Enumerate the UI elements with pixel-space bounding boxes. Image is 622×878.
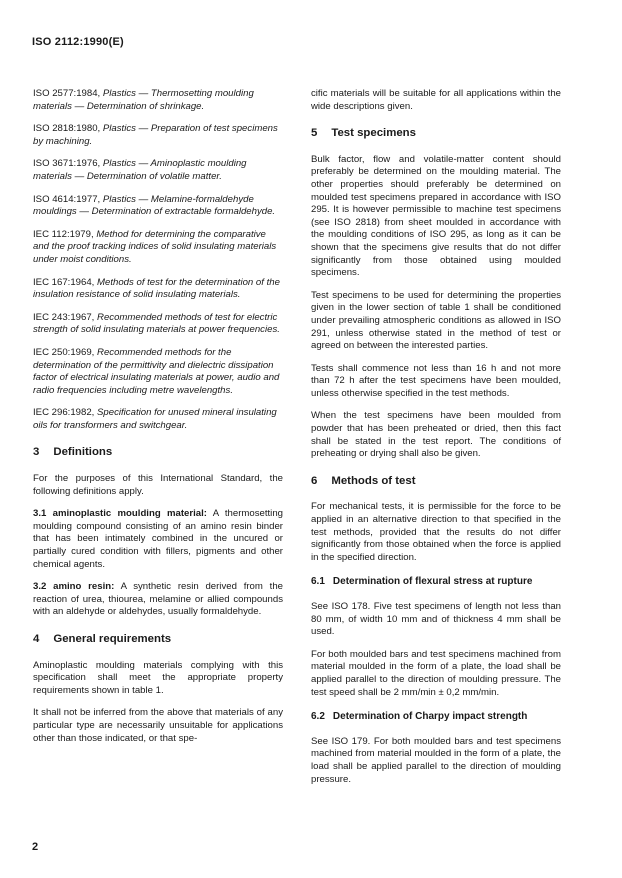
reference-title: Specification for unused mineral insulating oils for transformers and switchgear. [33,407,277,431]
reference-code: IEC 296:1982, [33,407,95,419]
definition-text: A thermosetting moulding compound consisting of an amino resin binder that has been intimately combined in the uncured or partially cured condition with fillers, pigments and other chemical agents. [33,508,283,570]
document-header: ISO 2112:1990(E) [32,36,124,48]
definition-term: 3.2 amino resin: [33,581,115,593]
reference-code: ISO 2577:1984, [33,88,101,99]
reference-code: ISO 3671:1976, [33,158,101,170]
reference-iec-250 [33,347,283,397]
section-number: 3 [33,446,40,459]
subsection-number: 6.2 [311,711,325,723]
reference-iec-296 [33,407,283,432]
right-column [311,88,561,796]
reference-iso-2577 [33,88,283,113]
reference-code: ISO 2818:1980, [33,123,101,135]
section-4-paragraph-2: It shall not be inferred from the above that materials of any particular type are necessarily unsuitable for applications other than those indicated, or that spe- [33,707,283,744]
subsection-6-1-paragraph-2: For both moulded bars and test specimens machined from material moulded in the form of a plate, the load shall be applied parallel to the direction of moulding pressure. The test speed shall be 2 mm/min ± 0,2 mm/min. [311,648,561,698]
left-column [33,88,283,755]
reference-iso-2818 [33,123,283,148]
definition-amino-resin [33,581,283,619]
reference-title: Methods of test for the determination of the insulation resistance of solid insulating materials. [33,276,280,301]
reference-title: Plastics — Aminoplastic moulding materials — Determination of volatile matter. [33,158,247,182]
reference-code: ISO 4614:1977, [33,193,101,205]
section-title: Methods of test [331,474,416,487]
reference-iec-243 [33,312,283,337]
subsection-6-2-paragraph-1: See ISO 179. For both moulded bars and test specimens machined from material moulded in the form of a plate, the load shall be applied parallel to the direction of moulding pressure. [311,735,561,785]
continuation-paragraph: cific materials will be suitable for all applications within the wide descriptions given. [311,88,561,112]
section-number: 4 [33,633,40,645]
reference-code: IEC 243:1967, [33,311,95,323]
reference-title: Plastics — Thermosetting moulding materials — Determination of shrinkage. [33,88,254,112]
section-4-heading [33,633,283,646]
section-5-paragraph-1: Bulk factor, flow and volatile-matter content should preferably be determined on the moulding material. The other properties should preferably be determined on moulded test specimens prepared in accordance with ISO 295. It is however permissible to machine test specimens (see ISO 2818) from sheet moulded in accordance with the moulding conditions of ISO 295, as long as it can be shown that the specimens give results that do not differ significantly from those obtained using moulded specimens. [311,153,561,279]
subsection-title: Determination of Charpy impact strength [332,711,528,723]
section-5-heading [311,127,561,140]
reference-code: IEC 112:1979, [33,228,94,240]
reference-title: Method for determining the comparative and the proof tracking indices of solid insulating materials under moist conditions. [33,228,277,265]
section-5-paragraph-4: When the test specimens have been moulded from powder that has been preheated or dried, then this fact shall be stated in the test report. The conditions of preheating or drying shall also be given. [311,410,561,460]
reference-title: Recommended methods for the determination of the permittivity and dielectric dissipation factor of electrical insulating materials at power, audio and radio frequencies including metre wavelengths. [33,346,280,396]
reference-title: Plastics — Preparation of test specimens by machining. [33,123,278,147]
section-4-paragraph-1: Aminoplastic moulding materials complying with this specification shall meet the appropriate property requirements shown in table 1. [33,659,283,696]
section-title: General requirements [53,633,172,645]
reference-iso-4614 [33,194,283,219]
section-5-paragraph-2: Test specimens to be used for determining the properties given in the lower section of table 1 shall be conditioned under prevailing atmospheric conditions as allowed in ISO 291, unless otherwise stated in the method of test or agreed on between the interested parties. [311,289,561,352]
section-3-intro: For the purposes of this International Standard, the following definitions apply. [33,473,283,497]
reference-title: Plastics — Melamine-formaldehyde mouldings — Determination of extractable formaldehyde. [33,193,276,218]
reference-code: IEC 167:1964, [33,276,95,288]
reference-iec-167 [33,277,283,302]
section-title: Definitions [53,446,113,459]
subsection-6-1-heading [311,576,561,589]
section-title: Test specimens [331,127,416,140]
subsection-title: Determination of flexural stress at rupture [332,576,533,588]
reference-iso-3671 [33,158,283,183]
section-6-intro: For mechanical tests, it is permissible for the force to be applied in an alternative direction to that specified in the test methods, provided that the results do not differ significantly from those obtained when the force is applied in the specified direction. [311,501,561,563]
definition-text: A synthetic resin derived from the reaction of urea, thiourea, melamine or allied compounds with an aldehyde or aldehydes, usually formaldehyde. [33,581,284,618]
reference-title: Recommended methods of test for electric strength of solid insulating materials at power frequencies. [33,311,280,336]
definition-term: 3.1 aminoplastic moulding material: [33,508,207,520]
subsection-6-1-paragraph-1: See ISO 178. Five test specimens of length not less than 80 mm, of width 10 mm and of thickness 4 mm shall be used. [311,601,561,638]
section-5-paragraph-3: Tests shall commence not less than 16 h and not more than 72 h after the test specimens have been moulded, unless otherwise specified in the test methods. [311,362,561,399]
section-number: 5 [311,127,318,140]
section-6-heading [311,475,561,488]
subsection-6-2-heading [311,711,561,724]
subsection-number: 6.1 [311,576,325,588]
section-3-heading [33,446,283,459]
page-number: 2 [32,841,39,853]
section-number: 6 [311,474,318,487]
definition-aminoplastic-moulding-material [33,508,283,571]
reference-code: IEC 250:1969, [33,346,95,358]
reference-iec-112 [33,229,283,267]
